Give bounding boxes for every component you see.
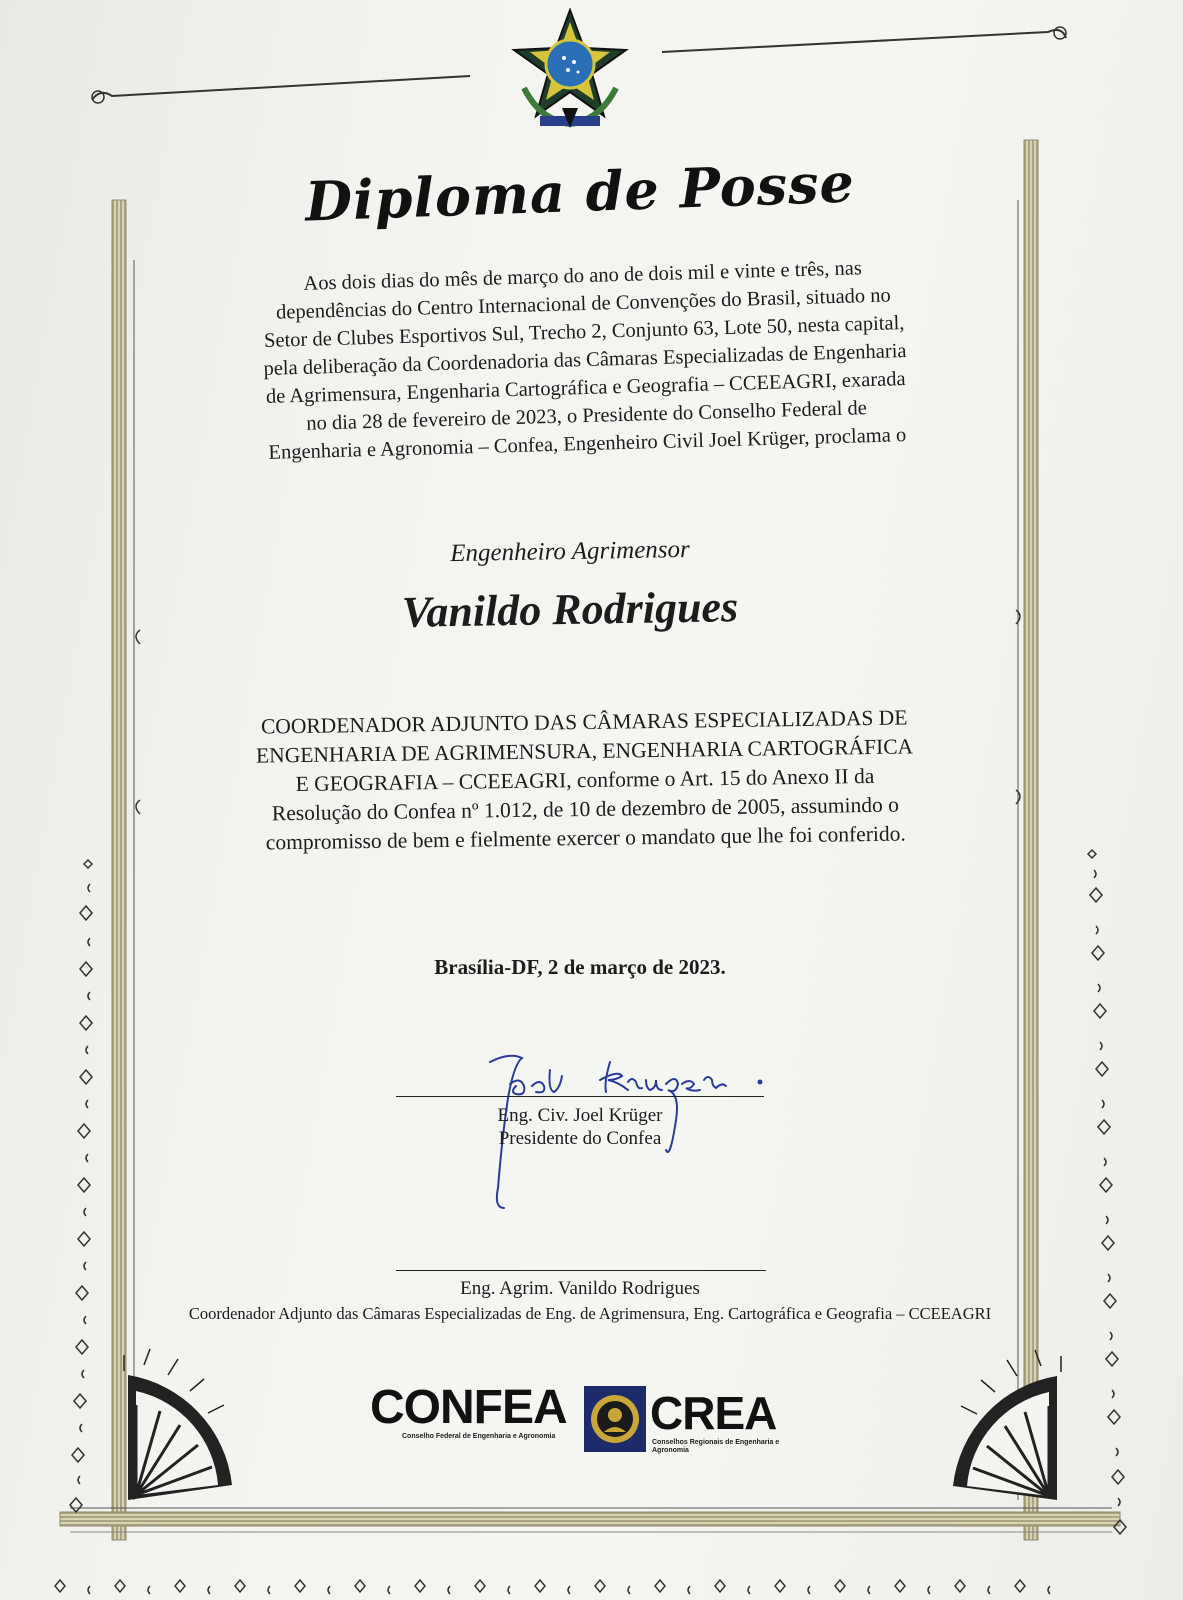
confea-seal-icon: [584, 1386, 646, 1452]
intro-line: no dia 28 de fevereiro de 2023, o Presidente do Conselho Federal de: [305, 397, 868, 435]
intro-line: Aos dois dias do mês de março do ano de dois mil e vinte e três, nas: [303, 257, 863, 295]
intro-line: dependências do Centro Internacional de Convenções do Brasil, situado no: [275, 284, 892, 324]
office-paragraph: [179, 702, 991, 858]
bottom-ornament-row: [40, 1572, 1140, 1600]
office-line: E GEOGRAFIA – CCEEAGRI, conforme o Art. 15 do Anexo II da: [295, 763, 875, 797]
signatory-2-role: Coordenador Adjunto das Câmaras Especializadas de Eng. de Agrimensura, Eng. Cartográfica e Geografia – CCEEAGRI: [188, 1304, 992, 1323]
confea-crea-logo: [360, 1380, 810, 1460]
recipient-name: Vanildo Rodrigues: [401, 582, 739, 637]
logo-confea-subtitle: Conselho Federal de Engenharia e Agronomia: [402, 1433, 556, 1440]
logo-confea-word: CONFEA: [370, 1381, 567, 1434]
recipient-title: Engenheiro Agrimensor: [449, 535, 690, 568]
office-line: COORDENADOR ADJUNTO DAS CÂMARAS ESPECIALIZADAS DE: [260, 705, 908, 739]
signature-line-1: [396, 1096, 764, 1097]
logo-crea-word: CREA: [650, 1387, 777, 1439]
corner-fan-ornament-left: [120, 1335, 240, 1505]
signature-line-2: [396, 1270, 766, 1271]
left-diamond-ornaments: [62, 850, 102, 1530]
office-line: Resolução do Confea nº 1.012, de 10 de dezembro de 2005, assumindo o: [271, 792, 900, 826]
office-line: compromisso de bem e fielmente exercer o mandato que lhe foi conferido.: [265, 821, 906, 855]
intro-line: Engenharia e Agronomia – Confea, Engenheiro Civil Joel Krüger, proclama o: [268, 424, 907, 464]
corner-fan-ornament-right: [945, 1340, 1065, 1510]
right-diamond-ornaments: [1082, 830, 1142, 1550]
signatory-1-role: Presidente do Confea: [498, 1128, 662, 1149]
signatory-1-name: Eng. Civ. Joel Krüger: [497, 1105, 663, 1126]
office-line: ENGENHARIA DE AGRIMENSURA, ENGENHARIA CARTOGRÁFICA: [255, 734, 914, 768]
intro-paragraph: [182, 251, 987, 469]
intro-line: pela deliberação da Coordenadoria das Câmaras Especializadas de Engenharia: [263, 340, 907, 380]
logo-crea-subtitle: Conselhos Regionais de Engenharia e Agronomia: [652, 1439, 780, 1454]
document-title: Diploma de Posse: [304, 150, 856, 234]
place-date: Brasília-DF, 2 de março de 2023.: [434, 955, 726, 979]
intro-line: de Agrimensura, Engenharia Cartográfica e Geografia – CCEEAGRI, exarada: [265, 368, 906, 408]
signatory-2-name: Eng. Agrim. Vanildo Rodrigues: [460, 1278, 700, 1299]
intro-line: Setor de Clubes Esportivos Sul, Trecho 2, Conjunto 63, Lote 50, nesta capital,: [263, 312, 905, 352]
